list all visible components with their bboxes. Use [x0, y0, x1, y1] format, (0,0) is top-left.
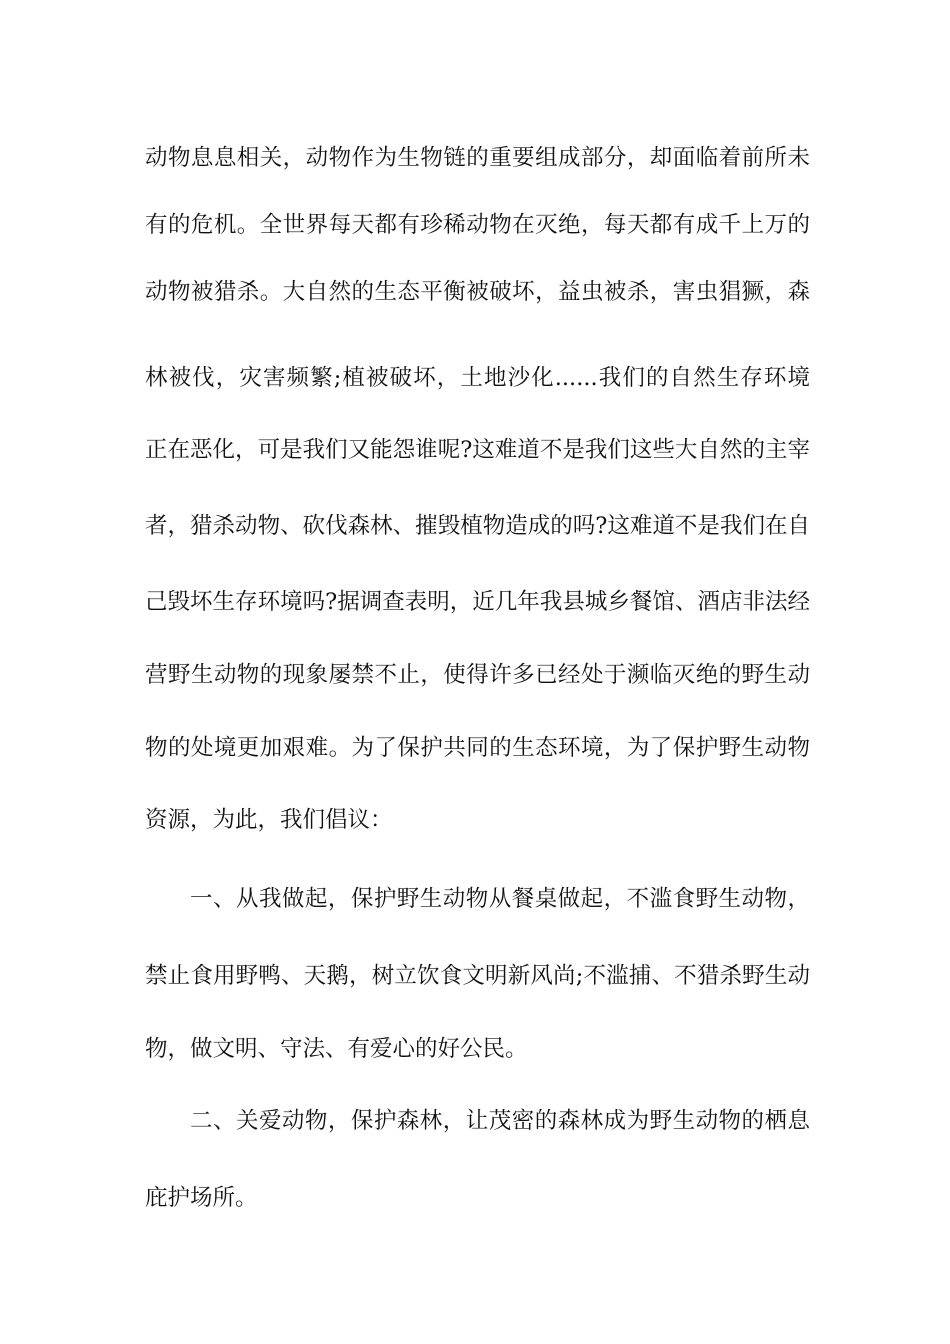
paragraph-line-8: 营野生动物的现象屡禁不止，使得许多已经处于濒临灭绝的野生动 [145, 662, 810, 688]
proposal-1-line-2: 禁止食用野鸭、天鹅，树立饮食文明新风尚;不滥捕、不猎杀野生动 [145, 963, 810, 989]
paragraph-line-9: 物的处境更加艰难。为了保护共同的生态环境，为了保护野生动物 [145, 735, 810, 761]
paragraph-line-7: 己毁坏生存环境吗?据调查表明，近几年我县城乡餐馆、酒店非法经 [145, 589, 810, 615]
paragraph-line-6: 者，猎杀动物、砍伐森林、摧毁植物造成的吗?这难道不是我们在自 [145, 513, 810, 539]
paragraph-line-10: 资源，为此，我们倡议： [145, 807, 393, 833]
proposal-2-line-1: 二、关爱动物，保护森林，让茂密的森林成为野生动物的栖息 [190, 1108, 810, 1134]
paragraph-line-5: 正在恶化，可是我们又能怨谁呢?这难道不是我们这些大自然的主宰 [145, 437, 810, 463]
proposal-1-line-1: 一、从我做起，保护野生动物从餐桌做起，不滥食野生动物， [190, 886, 810, 912]
paragraph-line-2: 有的危机。全世界每天都有珍稀动物在灭绝，每天都有成千上万的 [145, 212, 810, 238]
proposal-2-line-2: 庇护场所。 [145, 1185, 258, 1211]
paragraph-line-4: 林被伐，灾害频繁;植被破坏，土地沙化......我们的自然生存环境 [145, 365, 810, 391]
paragraph-line-1: 动物息息相关，动物作为生物链的重要组成部分，却面临着前所未 [145, 145, 810, 171]
proposal-1-line-3: 物，做文明、守法、有爱心的好公民。 [145, 1036, 528, 1062]
paragraph-line-3: 动物被猎杀。大自然的生态平衡被破坏，益虫被杀，害虫猖獗，森 [145, 279, 810, 305]
